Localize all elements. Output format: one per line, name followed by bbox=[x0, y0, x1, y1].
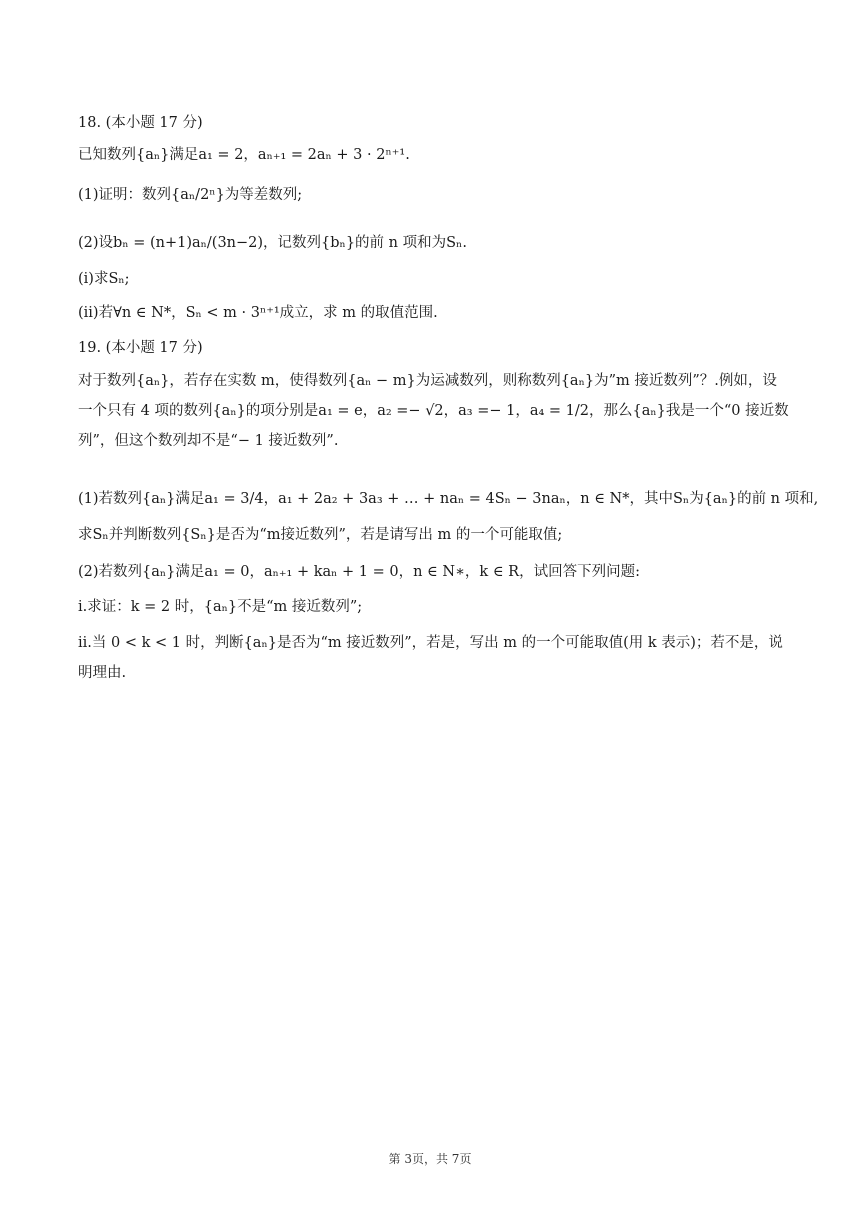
problem-19-header: 19. (本小题 17 分) bbox=[78, 340, 203, 356]
problem-19-part-1-line-1: (1)若数列{aₙ}满足a₁ = 3/4，a₁ + 2a₂ + 3a₃ + … + naₙ = 4Sₙ − 3naₙ，n ∈ N*，其中Sₙ为{aₙ}的前 n 项和, bbox=[78, 491, 819, 507]
problem-19-part-2: (2)若数列{aₙ}满足a₁ = 0，aₙ₊₁ + kaₙ + 1 = 0，n ∈ N∗，k ∈ R，试回答下列问题: bbox=[78, 564, 640, 580]
problem-19-intro: 对于数列{aₙ}，若存在实数 m，使得数列{aₙ − m}为运减数列，则称数列{aₙ}为”m 接近数列”？.例如，设一个只有 4 项的数列{aₙ}的项分别是a₁ = e，a₂ =− √2，a₃ =− 1，a₄ = 1/2，那么{aₙ}我是一个“0 接近数列”，但这个数列却不是“− 1 接近数列”. bbox=[78, 373, 789, 449]
problem-18-given: 已知数列{aₙ}满足a₁ = 2，aₙ₊₁ = 2aₙ + 3 · 2ⁿ⁺¹. bbox=[78, 147, 410, 163]
problem-18-part-2ii: (ii)若∀n ∈ N*，Sₙ < m · 3ⁿ⁺¹成立，求 m 的取值范围. bbox=[78, 305, 438, 321]
problem-19-part-2ii: ii.当 0 < k < 1 时，判断{aₙ}是否为“m 接近数列”，若是，写出 m 的一个可能取值(用 k 表示)；若不是，说明理由. bbox=[78, 635, 783, 681]
problem-18-part-2i: (i)求Sₙ; bbox=[78, 271, 130, 287]
page-footer: 第 3页，共 7页 bbox=[388, 1152, 472, 1166]
problem-19-part-1-line-2: 求Sₙ并判断数列{Sₙ}是否为“m接近数列”，若是请写出 m 的一个可能取值; bbox=[78, 527, 563, 543]
problem-18-part-1: (1)证明：数列{aₙ/2ⁿ}为等差数列; bbox=[78, 187, 303, 203]
problem-19-part-2i: i.求证：k = 2 时，{aₙ}不是“m 接近数列”; bbox=[78, 599, 363, 615]
problem-18-header: 18. (本小题 17 分) bbox=[78, 115, 203, 131]
problem-18-part-2: (2)设bₙ = (n+1)aₙ/(3n−2)，记数列{bₙ}的前 n 项和为Sₙ. bbox=[78, 235, 467, 251]
